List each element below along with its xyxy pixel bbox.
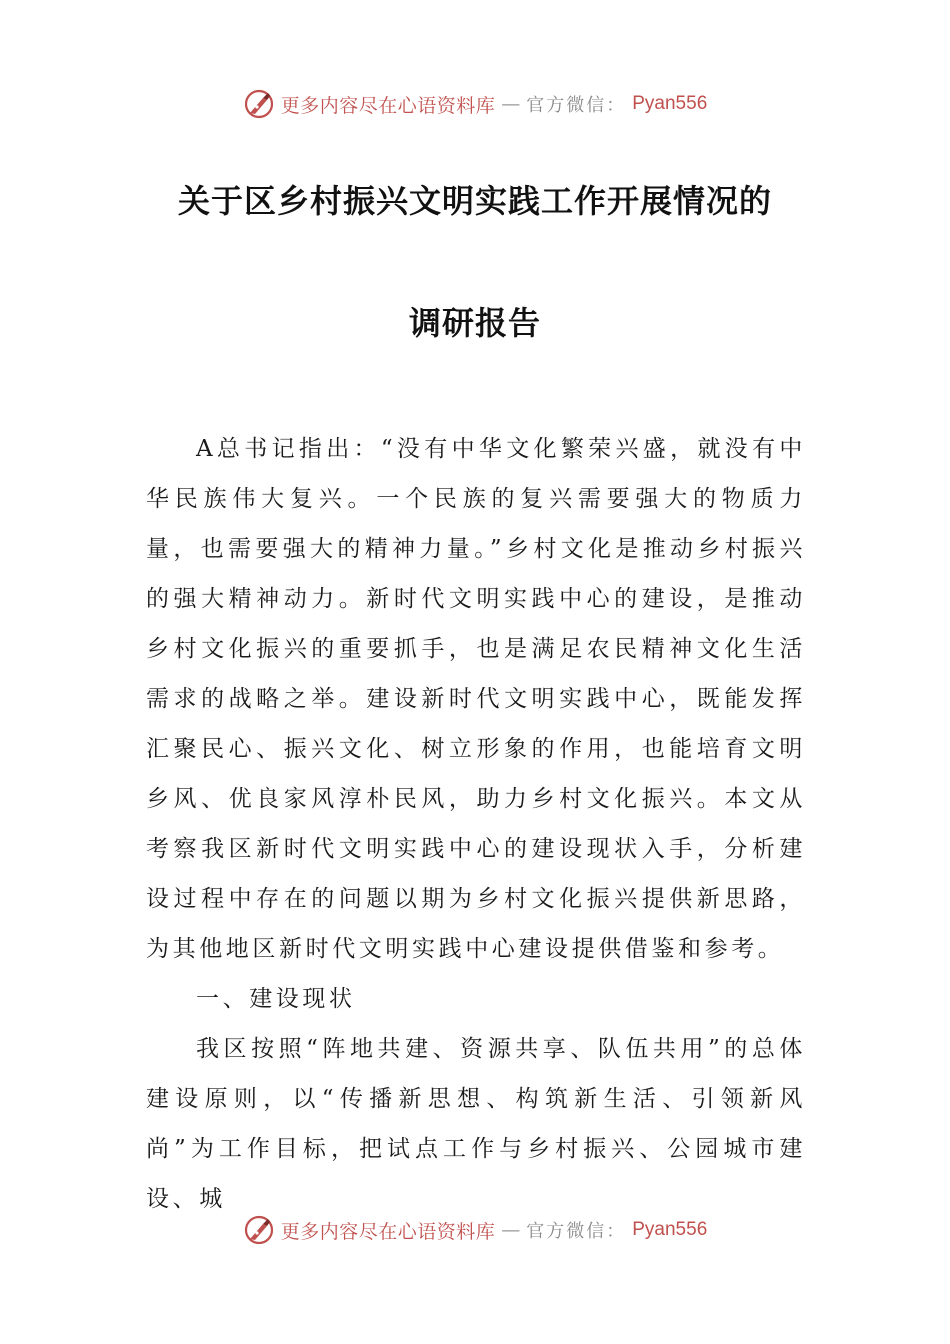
watermark-wechat-id: Pyan556 <box>632 1219 708 1240</box>
watermark-wechat-id: Pyan556 <box>632 93 708 114</box>
watermark-header <box>0 84 950 124</box>
document-title-line-2: 调研报告 <box>408 304 541 342</box>
watermark-sub-text: 官方微信： <box>526 1221 627 1242</box>
pen-nib-circle-icon <box>243 88 275 120</box>
watermark-sub-text: 官方微信： <box>526 95 627 116</box>
document-title-line-1: 关于区乡村振兴文明实践工作开展情况的 <box>177 182 772 220</box>
document-body <box>146 424 806 1224</box>
watermark-main-text: 更多内容尽在心语资料库 <box>280 1220 496 1243</box>
watermark-main-text: 更多内容尽在心语资料库 <box>280 94 496 117</box>
section-heading-construction-status: 一、建设现状 <box>196 986 356 1012</box>
watermark-footer <box>0 1210 950 1250</box>
watermark-dash: — <box>501 1219 521 1241</box>
watermark-dash: — <box>501 93 521 115</box>
body-paragraph-intro: A总书记指出：“没有中华文化繁荣兴盛，就没有中华民族伟大复兴。一个民族的复兴需要强大的物质力量，也需要强大的精神力量。”乡村文化是推动乡村振兴的强大精神动力。新时代文明实践中心的建设，是推动乡村文化振兴的重要抓手，也是满足农民精神文化生活需求的战略之举。建设新时代文明实践中心，既能发挥汇聚民心、振兴文化、树立形象的作用，也能培育文明乡风、优良家风淳朴民风，助力乡村文化振兴。本文从考察我区新时代文明实践中心的建设现状入手，分析建设过程中存在的问题以期为乡村文化振兴提供新思路，为其他地区新时代文明实践中心建设提供借鉴和参考。 <box>146 436 806 962</box>
pen-nib-circle-icon <box>243 1214 275 1246</box>
body-paragraph-principles: 我区按照“阵地共建、资源共享、队伍共用”的总体建设原则，以“传播新思想、构筑新生活、引领新风尚”为工作目标，把试点工作与乡村振兴、公园城市建设、城 <box>146 1036 806 1212</box>
